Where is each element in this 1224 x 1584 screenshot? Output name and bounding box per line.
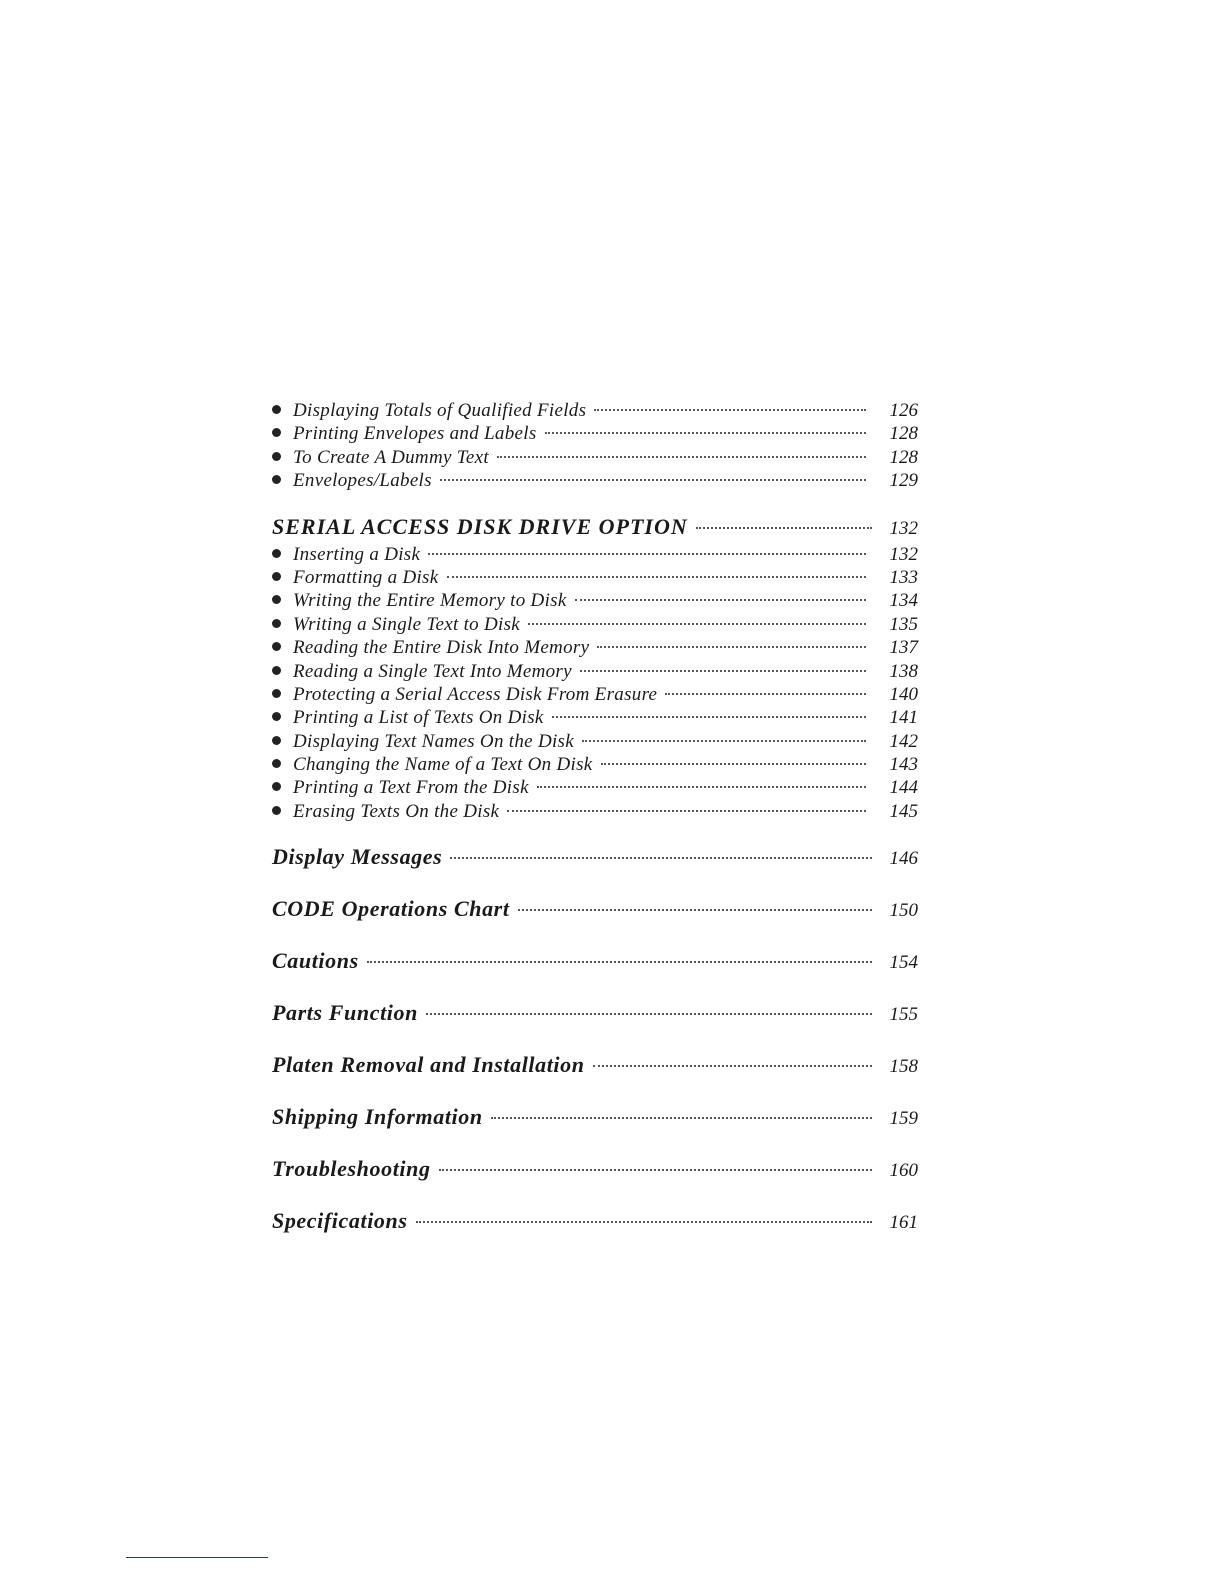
bullet-icon	[272, 595, 281, 604]
toc-entry[interactable]	[272, 544, 918, 567]
toc-entry[interactable]	[272, 614, 918, 637]
bullet-icon	[272, 666, 281, 675]
toc-entry-page: 128	[889, 423, 918, 445]
toc-entry[interactable]	[272, 777, 918, 800]
toc-entry[interactable]	[272, 684, 918, 707]
bullet-icon	[272, 405, 281, 414]
toc-entry-page: 144	[889, 777, 918, 799]
dot-leader	[537, 786, 866, 788]
dot-leader	[428, 553, 866, 555]
dot-leader	[528, 623, 866, 625]
toc-major-title: Parts Function	[272, 1000, 418, 1026]
dot-leader	[416, 1221, 872, 1223]
toc-entry[interactable]	[272, 707, 918, 730]
toc-entry-page: 128	[889, 446, 918, 468]
toc-entry-page: 135	[889, 613, 918, 635]
dot-leader	[518, 909, 872, 911]
bullet-icon	[272, 736, 281, 745]
bullet-icon	[272, 452, 281, 461]
toc-major-title: Display Messages	[272, 844, 443, 870]
toc-entry-title: Writing a Single Text to Disk	[293, 613, 521, 635]
toc-major-title: CODE Operations Chart	[272, 896, 510, 922]
dot-leader	[552, 716, 866, 718]
table-of-contents	[272, 400, 918, 1260]
toc-entry[interactable]	[272, 567, 918, 590]
toc-entry[interactable]	[272, 731, 918, 754]
toc-entry-page: 143	[889, 754, 918, 776]
dot-leader	[601, 763, 866, 765]
toc-entry-title: Reading the Entire Disk Into Memory	[293, 637, 590, 659]
toc-major-page: 155	[889, 1004, 918, 1026]
dot-leader	[594, 409, 866, 411]
toc-major-entry[interactable]	[272, 948, 918, 1000]
dot-leader	[497, 456, 866, 458]
toc-entry-title: Printing a List of Texts On Disk	[293, 707, 544, 729]
dot-leader	[575, 599, 866, 601]
dot-leader	[582, 740, 866, 742]
dot-leader	[491, 1117, 872, 1119]
bullet-icon	[272, 642, 281, 651]
dot-leader	[665, 693, 866, 695]
toc-major-page: 160	[889, 1160, 918, 1182]
dot-leader	[439, 1169, 872, 1171]
toc-entry-page: 126	[889, 400, 918, 421]
toc-major-entry[interactable]	[272, 1156, 918, 1208]
toc-entry-page: 129	[889, 470, 918, 492]
toc-major-entry[interactable]	[272, 1208, 918, 1260]
toc-major-title: Shipping Information	[272, 1104, 483, 1130]
bullet-icon	[272, 475, 281, 484]
dot-leader	[426, 1013, 872, 1015]
toc-entry-page: 141	[889, 707, 918, 729]
toc-entry-page: 132	[889, 543, 918, 565]
toc-entry[interactable]	[272, 590, 918, 613]
toc-entry[interactable]	[272, 400, 918, 423]
toc-entry-title: Envelopes/Labels	[293, 470, 432, 492]
toc-entry-page: 145	[889, 800, 918, 822]
dot-leader	[367, 961, 872, 963]
toc-major-page: 161	[889, 1212, 918, 1234]
toc-entry[interactable]	[272, 447, 918, 470]
bullet-icon	[272, 689, 281, 698]
toc-major-page: 159	[889, 1108, 918, 1130]
dot-leader	[507, 810, 866, 812]
toc-major-page: 154	[889, 952, 918, 974]
spacer	[272, 494, 918, 514]
bullet-icon	[272, 759, 281, 768]
dot-leader	[580, 670, 866, 672]
toc-major-entry[interactable]	[272, 844, 918, 896]
toc-entry-title: Printing a Text From the Disk	[293, 777, 529, 799]
toc-entry-page: 133	[889, 566, 918, 588]
toc-major-title: Troubleshooting	[272, 1156, 431, 1182]
toc-entry-title: Writing the Entire Memory to Disk	[293, 590, 567, 612]
toc-entry[interactable]	[272, 801, 918, 824]
toc-entry-title: Inserting a Disk	[293, 543, 421, 565]
dot-leader	[593, 1065, 872, 1067]
bullet-icon	[272, 782, 281, 791]
toc-entry-title: Protecting a Serial Access Disk From Erasure	[293, 683, 658, 705]
toc-entry-title: Displaying Text Names On the Disk	[293, 730, 574, 752]
toc-major-title: Platen Removal and Installation	[272, 1052, 585, 1078]
toc-entry[interactable]	[272, 423, 918, 446]
toc-major-title: Specifications	[272, 1208, 408, 1234]
bullet-icon	[272, 549, 281, 558]
toc-entry[interactable]	[272, 661, 918, 684]
toc-entry-title: Erasing Texts On the Disk	[293, 800, 500, 822]
toc-entry-page: 142	[889, 730, 918, 752]
toc-entry[interactable]	[272, 754, 918, 777]
bullet-icon	[272, 712, 281, 721]
toc-major-page: 146	[889, 848, 918, 870]
dot-leader	[597, 646, 866, 648]
toc-major-entry[interactable]	[272, 1104, 918, 1156]
toc-major-entry[interactable]	[272, 1052, 918, 1104]
toc-entry-page: 134	[889, 590, 918, 612]
toc-major-entry[interactable]	[272, 896, 918, 948]
bullet-icon	[272, 806, 281, 815]
toc-entry-title: Formatting a Disk	[293, 566, 439, 588]
spacer	[272, 824, 918, 844]
toc-entry[interactable]	[272, 470, 918, 493]
toc-entry-page: 140	[889, 683, 918, 705]
toc-entry-title: Reading a Single Text Into Memory	[293, 660, 572, 682]
dot-leader	[440, 479, 866, 481]
toc-major-page: 158	[889, 1056, 918, 1078]
toc-major-entry[interactable]	[272, 1000, 918, 1052]
toc-entry-title: To Create A Dummy Text	[293, 446, 489, 468]
footnote-rule	[126, 1557, 268, 1558]
toc-section-page: 132	[889, 517, 918, 539]
bullet-icon	[272, 619, 281, 628]
toc-section-title: SERIAL ACCESS DISK DRIVE OPTION	[272, 513, 688, 539]
toc-section-heading[interactable]	[272, 514, 918, 544]
toc-entry-page: 138	[889, 660, 918, 682]
toc-entry-page: 137	[889, 637, 918, 659]
toc-entry-title: Printing Envelopes and Labels	[293, 423, 537, 445]
bullet-icon	[272, 428, 281, 437]
toc-major-page: 150	[889, 900, 918, 922]
dot-leader	[545, 432, 866, 434]
toc-major-title: Cautions	[272, 948, 359, 974]
toc-entry-title: Displaying Totals of Qualified Fields	[293, 400, 587, 421]
toc-entry-title: Changing the Name of a Text On Disk	[293, 754, 593, 776]
dot-leader	[447, 576, 867, 578]
dot-leader	[696, 527, 872, 529]
bullet-icon	[272, 572, 281, 581]
toc-entry[interactable]	[272, 637, 918, 660]
dot-leader	[450, 857, 872, 859]
